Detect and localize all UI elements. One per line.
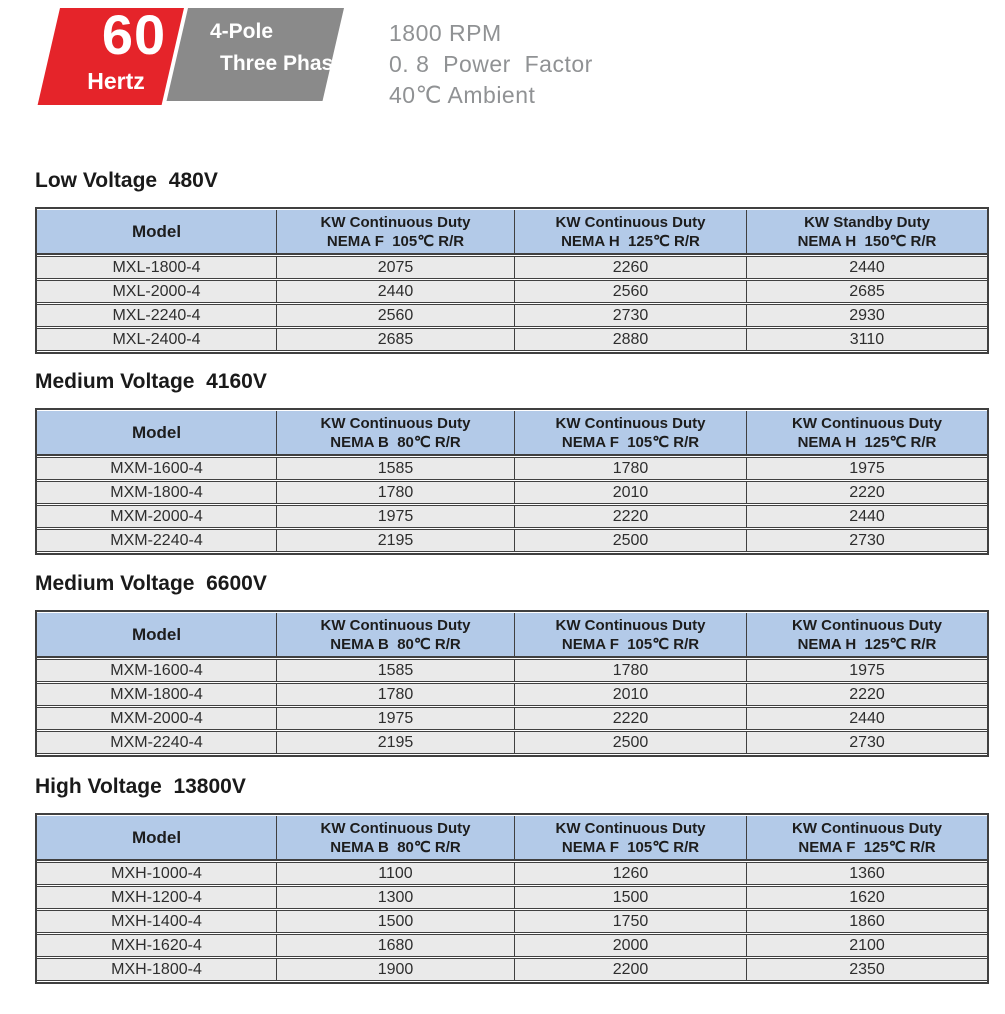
kw-value-cell: 2000 — [515, 934, 747, 957]
kw-value-cell: 2930 — [747, 304, 987, 327]
column-header-line: NEMA F 105℃ R/R — [561, 635, 700, 653]
model-cell: MXL-1800-4 — [37, 256, 277, 279]
column-header-line: KW Continuous Duty — [792, 414, 942, 432]
kw-value-cell: 2440 — [747, 505, 987, 528]
model-cell: MXM-2000-4 — [37, 707, 277, 730]
kw-value-cell: 2220 — [515, 707, 747, 730]
section-title: Medium Voltage 6600V — [35, 572, 267, 595]
spec-power-factor: 0. 8 Power Factor — [389, 51, 593, 77]
model-cell: MXL-2000-4 — [37, 280, 277, 303]
column-header-line: KW Continuous Duty — [320, 213, 471, 231]
kw-value-cell: 1900 — [277, 958, 515, 981]
kw-value-cell: 2220 — [747, 481, 987, 504]
section-title: Medium Voltage 4160V — [35, 370, 267, 393]
column-header-line: KW Continuous Duty — [555, 616, 706, 634]
section-low-voltage-480v — [35, 168, 985, 354]
table-row — [37, 934, 987, 957]
column-header-line: KW Continuous Duty — [555, 414, 706, 432]
kw-value-cell: 1260 — [515, 862, 747, 885]
column-header-line: KW Continuous Duty — [555, 213, 706, 231]
column-header-line: Model — [131, 423, 182, 442]
kw-value-cell: 2560 — [515, 280, 747, 303]
table-row — [37, 304, 987, 327]
column-header-line: NEMA H 125℃ R/R — [797, 635, 937, 653]
spec-table — [35, 408, 989, 555]
table-header-row — [37, 816, 987, 861]
kw-value-cell: 2440 — [747, 256, 987, 279]
column-header-line: NEMA F 105℃ R/R — [326, 232, 465, 250]
kw-column-header — [515, 613, 747, 658]
section-high-voltage-13800v — [35, 774, 985, 984]
column-header-line: KW Continuous Duty — [792, 616, 942, 634]
kw-column-header — [277, 411, 515, 456]
model-cell: MXM-1800-4 — [37, 683, 277, 706]
kw-value-cell: 1360 — [747, 862, 987, 885]
column-header-line: NEMA B 80℃ R/R — [330, 635, 461, 653]
kw-value-cell: 1975 — [277, 505, 515, 528]
model-cell: MXH-1000-4 — [37, 862, 277, 885]
table-row — [37, 529, 987, 552]
kw-column-header — [747, 411, 987, 456]
table-row — [37, 256, 987, 279]
table-header-row — [37, 210, 987, 255]
kw-value-cell: 1680 — [277, 934, 515, 957]
kw-column-header — [277, 613, 515, 658]
kw-column-header — [277, 816, 515, 861]
kw-value-cell: 2440 — [747, 707, 987, 730]
frequency-value: 60 — [101, 3, 167, 66]
kw-value-cell: 1100 — [277, 862, 515, 885]
kw-value-cell: 1975 — [747, 457, 987, 480]
column-header-line: NEMA B 80℃ R/R — [330, 838, 461, 856]
model-cell: MXM-2240-4 — [37, 529, 277, 552]
table-row — [37, 707, 987, 730]
table-header-row — [37, 613, 987, 658]
kw-value-cell: 2560 — [277, 304, 515, 327]
column-header-line: KW Continuous Duty — [792, 819, 942, 837]
kw-value-cell: 1500 — [277, 910, 515, 933]
kw-column-header — [515, 210, 747, 255]
kw-column-header — [747, 816, 987, 861]
section-title: High Voltage 13800V — [35, 775, 246, 798]
model-column-header — [37, 411, 277, 456]
section-medium-voltage-4160v — [35, 369, 985, 555]
kw-value-cell: 2350 — [747, 958, 987, 981]
kw-value-cell: 1780 — [277, 683, 515, 706]
model-cell: MXM-2240-4 — [37, 731, 277, 754]
table-row — [37, 481, 987, 504]
kw-value-cell: 1620 — [747, 886, 987, 909]
table-row — [37, 457, 987, 480]
frequency-unit: Hertz — [87, 68, 145, 94]
kw-value-cell: 2730 — [747, 731, 987, 754]
spec-summary — [389, 18, 593, 111]
column-header-line: KW Continuous Duty — [320, 819, 471, 837]
column-header-line: Model — [131, 828, 182, 847]
model-column-header — [37, 613, 277, 658]
table-row — [37, 731, 987, 754]
kw-value-cell: 2440 — [277, 280, 515, 303]
kw-value-cell: 2075 — [277, 256, 515, 279]
kw-value-cell: 2500 — [515, 529, 747, 552]
column-header-line: NEMA H 150℃ R/R — [797, 232, 937, 250]
model-cell: MXM-1600-4 — [37, 659, 277, 682]
spec-table — [35, 813, 989, 984]
kw-value-cell: 1300 — [277, 886, 515, 909]
kw-value-cell: 2220 — [747, 683, 987, 706]
column-header-line: NEMA F 105℃ R/R — [561, 433, 700, 451]
kw-column-header — [515, 411, 747, 456]
kw-column-header — [515, 816, 747, 861]
kw-value-cell: 1585 — [277, 659, 515, 682]
model-cell: MXH-1800-4 — [37, 958, 277, 981]
table-row — [37, 280, 987, 303]
column-header-line: NEMA B 80℃ R/R — [330, 433, 461, 451]
spec-table — [35, 207, 989, 354]
kw-column-header — [277, 210, 515, 255]
kw-value-cell: 2195 — [277, 529, 515, 552]
model-cell: MXM-2000-4 — [37, 505, 277, 528]
column-header-line: NEMA H 125℃ R/R — [561, 232, 700, 250]
kw-value-cell: 1975 — [747, 659, 987, 682]
kw-value-cell: 1750 — [515, 910, 747, 933]
model-column-header — [37, 816, 277, 861]
kw-value-cell: 2200 — [515, 958, 747, 981]
table-row — [37, 659, 987, 682]
model-column-header — [37, 210, 277, 255]
column-header-line: NEMA F 105℃ R/R — [561, 838, 700, 856]
kw-value-cell: 1780 — [515, 457, 747, 480]
kw-value-cell: 2730 — [515, 304, 747, 327]
frequency-badge — [38, 3, 358, 107]
pole-label: 4-Pole — [210, 20, 274, 43]
kw-value-cell: 2010 — [515, 481, 747, 504]
spec-table — [35, 610, 989, 757]
kw-value-cell: 2100 — [747, 934, 987, 957]
column-header-line: NEMA F 125℃ R/R — [798, 838, 936, 856]
column-header-line: KW Continuous Duty — [320, 414, 471, 432]
model-cell: MXH-1400-4 — [37, 910, 277, 933]
kw-value-cell: 2195 — [277, 731, 515, 754]
model-cell: MXM-1600-4 — [37, 457, 277, 480]
kw-value-cell: 1585 — [277, 457, 515, 480]
phase-label: Three Phase — [220, 52, 345, 75]
column-header-line: Model — [131, 625, 182, 644]
kw-value-cell: 2685 — [277, 328, 515, 351]
model-cell: MXL-2240-4 — [37, 304, 277, 327]
model-cell: MXM-1800-4 — [37, 481, 277, 504]
column-header-line: Model — [131, 222, 182, 241]
kw-value-cell: 1500 — [515, 886, 747, 909]
table-row — [37, 328, 987, 351]
kw-column-header — [747, 613, 987, 658]
table-row — [37, 862, 987, 885]
kw-value-cell: 1860 — [747, 910, 987, 933]
table-row — [37, 958, 987, 981]
table-row — [37, 886, 987, 909]
kw-value-cell: 2880 — [515, 328, 747, 351]
column-header-line: NEMA H 125℃ R/R — [797, 433, 937, 451]
table-header-row — [37, 411, 987, 456]
table-row — [37, 683, 987, 706]
kw-value-cell: 2260 — [515, 256, 747, 279]
model-cell: MXH-1620-4 — [37, 934, 277, 957]
model-cell: MXL-2400-4 — [37, 328, 277, 351]
kw-column-header — [747, 210, 987, 255]
kw-value-cell: 2685 — [747, 280, 987, 303]
kw-value-cell: 1780 — [515, 659, 747, 682]
model-cell: MXH-1200-4 — [37, 886, 277, 909]
kw-value-cell: 2010 — [515, 683, 747, 706]
table-row — [37, 505, 987, 528]
spec-rpm: 1800 RPM — [389, 20, 502, 46]
column-header-line: KW Standby Duty — [804, 213, 930, 231]
kw-value-cell: 2500 — [515, 731, 747, 754]
table-row — [37, 910, 987, 933]
spec-ambient: 40℃ Ambient — [389, 82, 536, 108]
column-header-line: KW Continuous Duty — [320, 616, 471, 634]
kw-value-cell: 1975 — [277, 707, 515, 730]
kw-value-cell: 3110 — [747, 328, 987, 351]
column-header-line: KW Continuous Duty — [555, 819, 706, 837]
kw-value-cell: 1780 — [277, 481, 515, 504]
section-medium-voltage-6600v — [35, 571, 985, 757]
kw-value-cell: 2730 — [747, 529, 987, 552]
kw-value-cell: 2220 — [515, 505, 747, 528]
section-title: Low Voltage 480V — [35, 169, 218, 192]
